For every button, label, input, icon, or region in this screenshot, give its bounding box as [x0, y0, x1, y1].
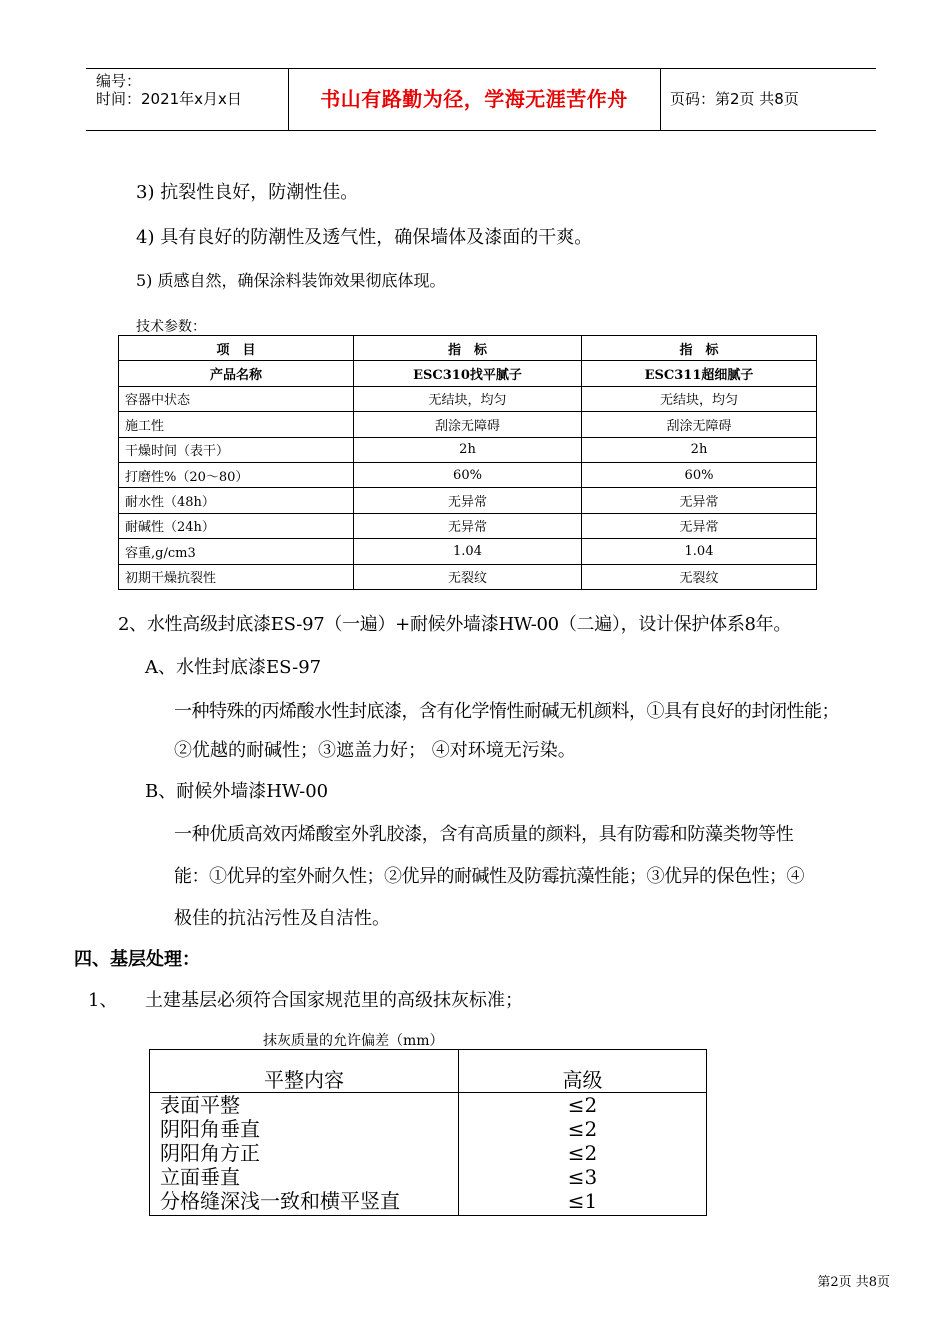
table-cell: 1.04 — [354, 539, 582, 564]
list-item: 立面垂直 — [160, 1165, 240, 1189]
page-footer: 第2页 共8页 — [817, 1275, 890, 1290]
tech-params-table — [118, 335, 817, 590]
header-slogan: 书山有路勤为径，学海无涯苦作舟 — [320, 87, 628, 111]
table-cell: 无异常 — [582, 488, 817, 513]
tech-table-header-row — [119, 336, 817, 361]
plaster-values-cell — [459, 1093, 707, 1216]
table-cell: 耐碱性（24h） — [119, 513, 354, 538]
plaster-header-content: 平整内容 — [150, 1050, 459, 1093]
list-item: ≤2 — [567, 1093, 598, 1117]
table-row — [119, 513, 817, 538]
table-cell: 打磨性%（20～80） — [119, 462, 354, 487]
section2-b-title: B、耐候外墙漆HW-00 — [145, 781, 329, 802]
section2-a-line-1: 一种特殊的丙烯酸水性封底漆，含有化学惰性耐碱无机颜料，①具有良好的封闭性能； — [174, 701, 839, 722]
section2-b-line-3: 极佳的抗沾污性及自洁性。 — [174, 908, 390, 929]
intro-item-4: 4) 具有良好的防潮性及透气性，确保墙体及漆面的干爽。 — [136, 227, 593, 248]
list-item: ≤2 — [567, 1117, 598, 1141]
section4-item1-number: 1、 — [88, 990, 118, 1011]
list-item: 分格缝深浅一致和横平竖直 — [160, 1189, 400, 1213]
table-cell: 刮涂无障碍 — [582, 412, 817, 437]
table-cell: 容重,g/cm3 — [119, 539, 354, 564]
tech-header-index-2: 指 标 — [582, 336, 817, 361]
page-header — [86, 68, 876, 131]
product-name-esc311: ESC311超细腻子 — [582, 361, 817, 386]
tech-header-item: 项 目 — [119, 336, 354, 361]
intro-item-5: 5) 质感自然，确保涂料装饰效果彻底体现。 — [136, 271, 446, 290]
table-row — [119, 488, 817, 513]
table-row — [119, 412, 817, 437]
tech-params-caption: 技术参数： — [136, 319, 206, 335]
section2-a-line-2: ②优越的耐碱性；③遮盖力好； ④对环境无污染。 — [174, 740, 576, 761]
tech-header-index-1: 指 标 — [354, 336, 582, 361]
section2-a-title: A、水性封底漆ES-97 — [145, 657, 322, 678]
list-item: 表面平整 — [160, 1093, 240, 1117]
list-item: ≤2 — [567, 1141, 598, 1165]
plaster-table-header-row — [150, 1050, 707, 1093]
section4-heading: 四、基层处理： — [74, 949, 200, 970]
table-row — [119, 539, 817, 564]
table-cell: 2h — [582, 437, 817, 462]
table-cell: 耐水性（48h） — [119, 488, 354, 513]
table-cell: 无裂纹 — [354, 564, 582, 589]
table-cell: 刮涂无障碍 — [354, 412, 582, 437]
section2-b-line-2: 能：①优异的室外耐久性；②优异的耐碱性及防霉抗藻性能；③优异的保色性；④ — [174, 866, 804, 887]
table-row — [119, 386, 817, 411]
list-item: 阴阳角垂直 — [160, 1117, 260, 1141]
product-name-esc310: ESC310找平腻子 — [354, 361, 582, 386]
table-cell: 1.04 — [582, 539, 817, 564]
list-item: ≤1 — [567, 1189, 598, 1213]
intro-item-3: 3) 抗裂性良好，防潮性佳。 — [136, 182, 359, 203]
document-number: 编号： — [96, 72, 142, 90]
product-name-label: 产品名称 — [119, 361, 354, 386]
header-meta — [86, 69, 289, 130]
section4-item1-text: 土建基层必须符合国家规范里的高级抹灰标准； — [145, 990, 523, 1011]
section2-heading: 2、水性高级封底漆ES-97（一遍）+耐候外墙漆HW-00（二遍），设计保护体系8年。 — [118, 614, 792, 635]
header-page-info: 页码：第2页 共8页 — [670, 90, 799, 108]
plaster-items-cell — [150, 1093, 459, 1216]
header-slogan-cell — [288, 69, 661, 130]
list-item: 阴阳角方正 — [160, 1141, 260, 1165]
plaster-header-grade: 高级 — [459, 1050, 707, 1093]
table-cell: 容器中状态 — [119, 386, 354, 411]
table-cell: 60% — [354, 462, 582, 487]
table-cell: 无结块，均匀 — [354, 386, 582, 411]
table-cell: 60% — [582, 462, 817, 487]
plaster-table-caption: 抹灰质量的允许偏差（mm） — [263, 1033, 444, 1049]
plaster-tolerance-table — [149, 1049, 707, 1216]
table-row — [119, 437, 817, 462]
table-cell: 初期干燥抗裂性 — [119, 564, 354, 589]
table-row — [119, 462, 817, 487]
header-page-cell — [661, 69, 876, 130]
table-cell: 无异常 — [354, 513, 582, 538]
tech-table-product-row — [119, 361, 817, 386]
table-cell: 无裂纹 — [582, 564, 817, 589]
table-cell: 2h — [354, 437, 582, 462]
table-row — [119, 564, 817, 589]
list-item: ≤3 — [567, 1165, 598, 1189]
table-cell: 施工性 — [119, 412, 354, 437]
table-cell: 无结块，均匀 — [582, 386, 817, 411]
section2-b-line-1: 一种优质高效丙烯酸室外乳胶漆，含有高质量的颜料，具有防霉和防藻类物等性 — [174, 824, 794, 845]
document-time: 时间：2021年x月x日 — [96, 90, 242, 108]
table-cell: 无异常 — [582, 513, 817, 538]
table-cell: 无异常 — [354, 488, 582, 513]
table-cell: 干燥时间（表干） — [119, 437, 354, 462]
plaster-table-body-row — [150, 1093, 707, 1216]
